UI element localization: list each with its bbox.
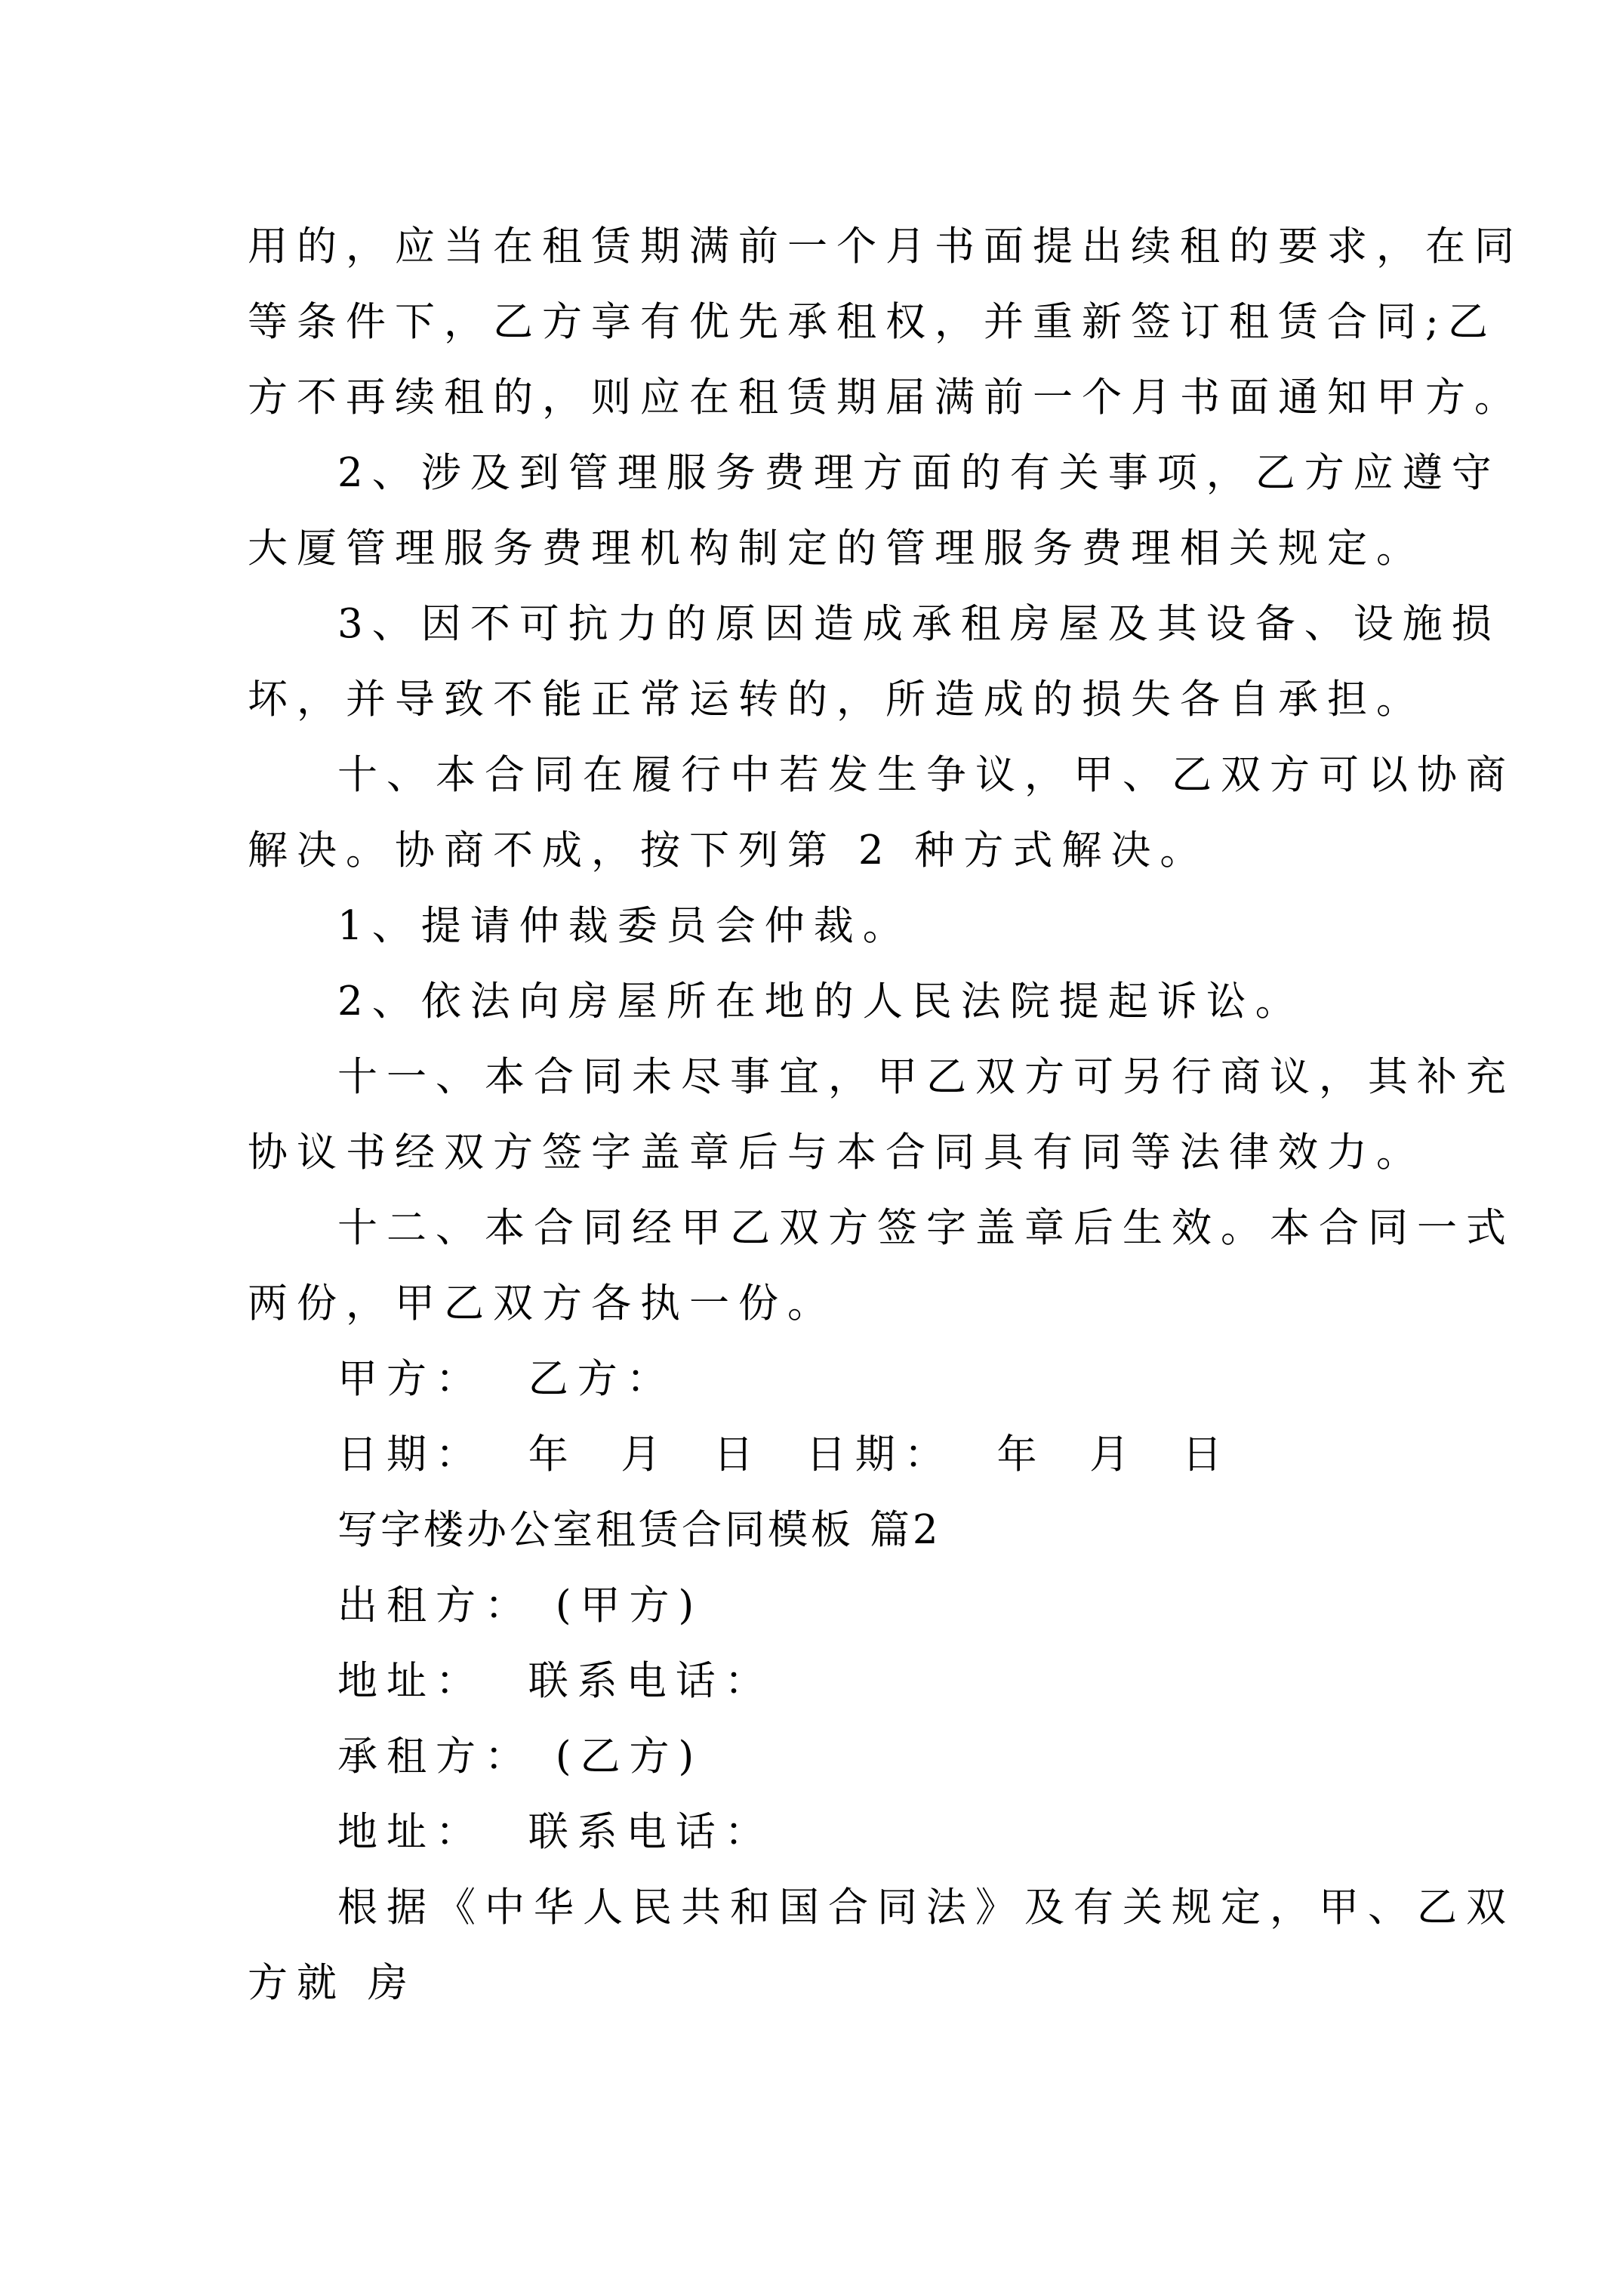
lessor-address-line: 地址： 联系电话： [337, 1658, 774, 1704]
preamble-line: 根据《中华人民共和国合同法》及有关规定，甲、乙双 [337, 1885, 1515, 1931]
signature-date-line: 日期： 年 月 日 日期： 年 月 日 [337, 1432, 1231, 1478]
article-11-line: 十一、本合同未尽事宜，甲乙双方可另行商议，其补充 [337, 1054, 1515, 1100]
lessor-line: 出租方： (甲方) [337, 1583, 704, 1629]
lessee-address-line: 地址： 联系电话： [337, 1809, 774, 1855]
paragraph-line: 用的，应当在租赁期满前一个月书面提出续租的要求，在同 [248, 223, 1523, 270]
clause-3-line: 3、因不可抗力的原因造成承租房屋及其设备、设施损 [337, 601, 1501, 647]
signature-parties-line: 甲方： 乙方： [337, 1356, 676, 1402]
lessee-line: 承租方： (乙方) [337, 1734, 704, 1780]
option-2-line: 2、依法向房屋所在地的人民法院提起诉讼。 [337, 978, 1304, 1025]
article-12-line: 十二、本合同经甲乙双方签字盖章后生效。本合同一式 [337, 1205, 1515, 1251]
article-10-line: 解决。协商不成，按下列第 2 种方式解决。 [248, 827, 1209, 874]
article-10-line: 十、本合同在履行中若发生争议，甲、乙双方可以协商 [337, 752, 1515, 798]
preamble-line: 方就 房 [248, 1960, 417, 2006]
section-heading: 写字楼办公室租赁合同模板 篇2 [337, 1507, 941, 1553]
article-12-line: 两份，甲乙双方各执一份。 [248, 1281, 836, 1327]
option-1-line: 1、提请仲裁委员会仲裁。 [337, 903, 912, 949]
paragraph-line: 等条件下，乙方享有优先承租权，并重新签订租赁合同;乙 [248, 299, 1497, 345]
clause-2-line: 2、涉及到管理服务费理方面的有关事项，乙方应遵守 [337, 450, 1501, 496]
article-11-line: 协议书经双方签字盖章后与本合同具有同等法律效力。 [248, 1130, 1425, 1176]
paragraph-line: 方不再续租的，则应在租赁期届满前一个月书面通知甲方。 [248, 374, 1523, 421]
clause-2-line: 大厦管理服务费理机构制定的管理服务费理相关规定。 [248, 525, 1425, 572]
clause-3-line: 坏，并导致不能正常运转的，所造成的损失各自承担。 [248, 676, 1425, 723]
